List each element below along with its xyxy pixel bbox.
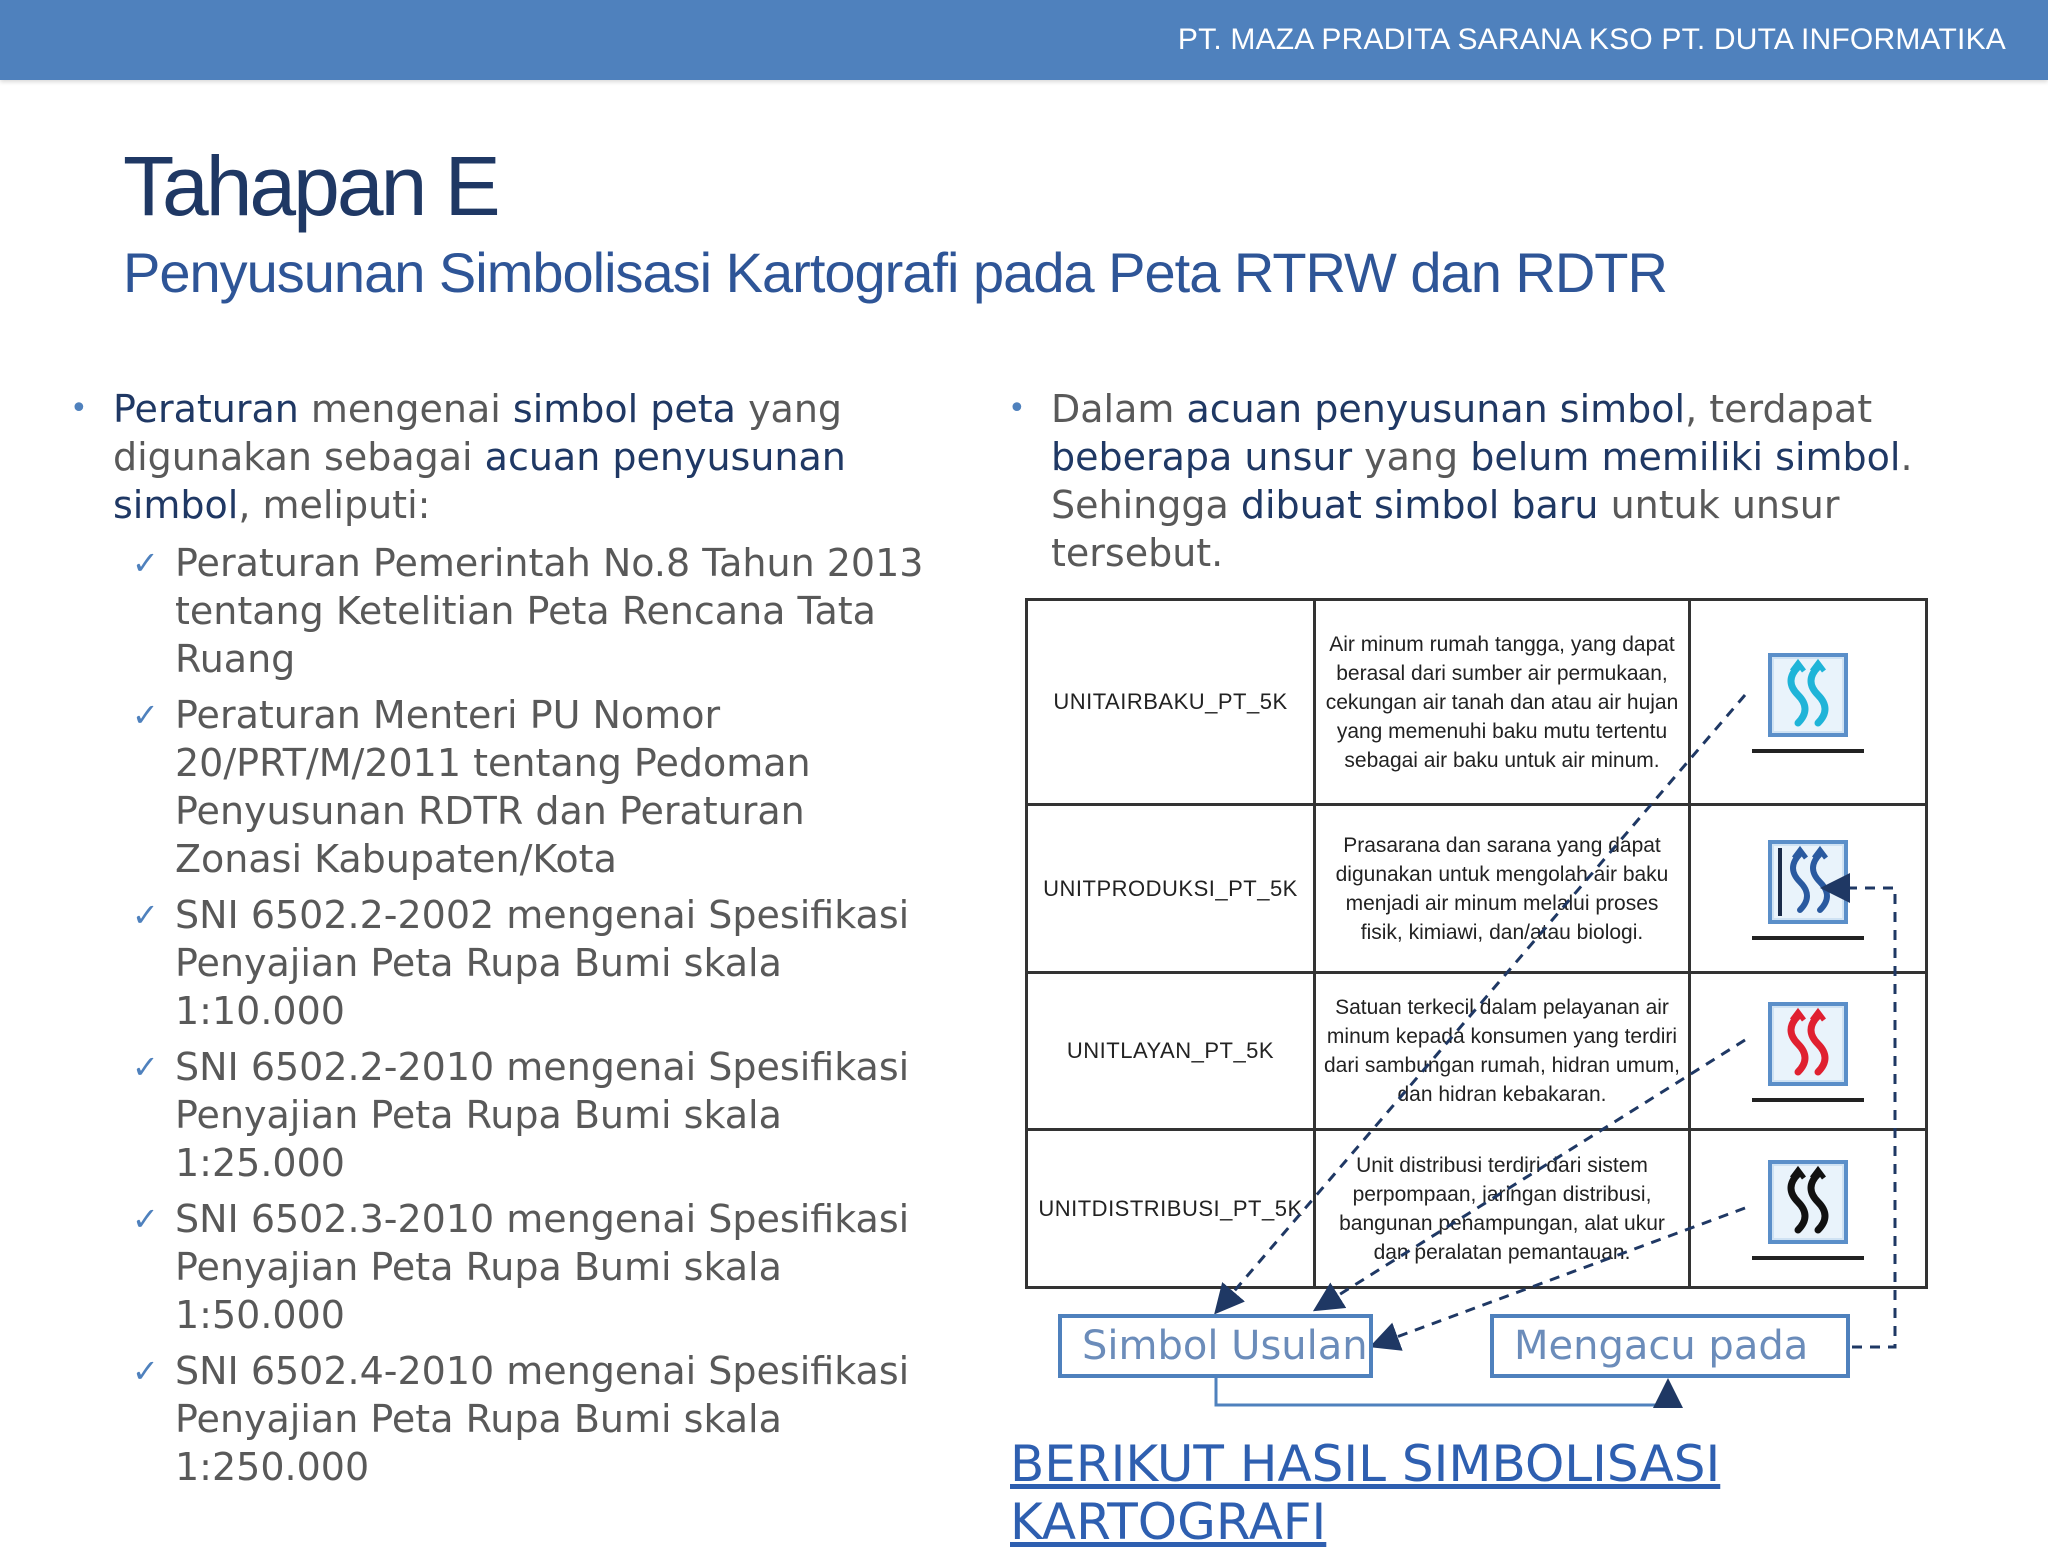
water-production-icon bbox=[1748, 834, 1868, 944]
left-intro-bullet bbox=[70, 385, 930, 529]
intro-keyword: acuan penyusunan simbol bbox=[113, 435, 846, 527]
right-intro-bullet bbox=[1008, 385, 1928, 577]
header-bar bbox=[0, 0, 2048, 80]
regulation-text: SNI 6502.3-2010 mengenai Spesifikasi Penyajian Peta Rupa Bumi skala 1:50.000 bbox=[175, 1197, 910, 1337]
intro-keyword: Peraturan bbox=[113, 387, 299, 431]
regulation-item bbox=[132, 891, 930, 1035]
page-title: Tahapan E bbox=[123, 139, 498, 233]
table-row bbox=[1027, 973, 1927, 1130]
regulation-item bbox=[132, 1347, 930, 1491]
bullet-icon: • bbox=[70, 391, 88, 426]
water-source-icon bbox=[1748, 647, 1868, 757]
symbol-cell bbox=[1690, 600, 1927, 805]
feature-description: Air minum rumah tangga, yang dapat berasal dari sumber air permukaan, cekungan air tanah dan atau air hujan yang memenuhi baku mutu tertentu sebagai air baku untuk air minum. bbox=[1315, 600, 1690, 805]
checkmark-icon: ✓ bbox=[132, 696, 159, 734]
page-subtitle: Penyusunan Simbolisasi Kartografi pada Peta RTRW dan RDTR bbox=[123, 241, 1667, 304]
simbol-usulan-box: Simbol Usulan bbox=[1058, 1314, 1373, 1378]
feature-code: UNITLAYAN_PT_5K bbox=[1027, 973, 1315, 1130]
feature-code: UNITDISTRIBUSI_PT_5K bbox=[1027, 1130, 1315, 1288]
regulation-item bbox=[132, 539, 930, 683]
checkmark-icon: ✓ bbox=[132, 544, 159, 582]
checkmark-icon: ✓ bbox=[132, 1200, 159, 1238]
intro-keyword: dibuat simbol baru bbox=[1240, 483, 1599, 527]
intro-text: Dalam bbox=[1051, 387, 1187, 431]
water-service-icon bbox=[1748, 996, 1868, 1106]
symbol-cell bbox=[1690, 805, 1927, 973]
checkmark-icon: ✓ bbox=[132, 1048, 159, 1086]
regulation-text: Peraturan Menteri PU Nomor 20/PRT/M/2011 tentang Pedoman Penyusunan RDTR dan Peraturan Zonasi Kabupaten/Kota bbox=[175, 693, 811, 881]
feature-code: UNITAIRBAKU_PT_5K bbox=[1027, 600, 1315, 805]
regulation-item bbox=[132, 691, 930, 883]
regulation-list bbox=[132, 539, 930, 1491]
feature-description: Satuan terkecil dalam pelayanan air minum kepada konsumen yang terdiri dari sambungan rumah, hidran umum, dan hidran kebakaran. bbox=[1315, 973, 1690, 1130]
symbol-table bbox=[1025, 598, 1928, 1289]
intro-text: . Sehingga bbox=[1051, 435, 1913, 527]
regulation-text: Peraturan Pemerintah No.8 Tahun 2013 tentang Ketelitian Peta Rencana Tata Ruang bbox=[175, 541, 924, 681]
regulation-item bbox=[132, 1195, 930, 1339]
mengacu-pada-box: Mengacu pada bbox=[1490, 1314, 1850, 1378]
intro-text: yang digunakan sebagai bbox=[113, 387, 843, 479]
table-row bbox=[1027, 1130, 1927, 1288]
symbol-cell bbox=[1690, 1130, 1927, 1288]
bullet-icon: • bbox=[1008, 391, 1026, 426]
intro-keyword: beberapa unsur bbox=[1051, 435, 1353, 479]
regulation-text: SNI 6502.2-2002 mengenai Spesifikasi Penyajian Peta Rupa Bumi skala 1:10.000 bbox=[175, 893, 910, 1033]
checkmark-icon: ✓ bbox=[132, 1352, 159, 1390]
intro-text: yang bbox=[1352, 435, 1471, 479]
intro-text: untuk unsur tersebut. bbox=[1051, 483, 1840, 575]
regulation-item bbox=[132, 1043, 930, 1187]
left-column bbox=[70, 385, 930, 1499]
feature-code: UNITPRODUKSI_PT_5K bbox=[1027, 805, 1315, 973]
intro-keyword: simbol peta bbox=[512, 387, 736, 431]
results-link[interactable]: BERIKUT HASIL SIMBOLISASI KARTOGRAFI bbox=[1010, 1435, 1721, 1551]
regulation-text: SNI 6502.4-2010 mengenai Spesifikasi Penyajian Peta Rupa Bumi skala 1:250.000 bbox=[175, 1349, 910, 1489]
intro-keyword: acuan penyusunan simbol bbox=[1186, 387, 1686, 431]
feature-description: Unit distribusi terdiri dari sistem perpompaan, jaringan distribusi, bangunan penampungan, alat ukur dan peralatan pemantauan. bbox=[1315, 1130, 1690, 1288]
intro-text: mengenai bbox=[298, 387, 513, 431]
intro-text: , meliputi: bbox=[238, 483, 431, 527]
feature-description: Prasarana dan sarana yang dapat digunakan untuk mengolah air baku menjadi air minum melalui proses fisik, kimiawi, dan/atau biologi. bbox=[1315, 805, 1690, 973]
table-row bbox=[1027, 600, 1927, 805]
water-distribution-icon bbox=[1748, 1154, 1868, 1264]
regulation-text: SNI 6502.2-2010 mengenai Spesifikasi Penyajian Peta Rupa Bumi skala 1:25.000 bbox=[175, 1045, 910, 1185]
symbol-cell bbox=[1690, 973, 1927, 1130]
checkmark-icon: ✓ bbox=[132, 896, 159, 934]
table-row bbox=[1027, 805, 1927, 973]
right-column bbox=[1008, 385, 1928, 577]
intro-text: , terdapat bbox=[1685, 387, 1873, 431]
company-name: PT. MAZA PRADITA SARANA KSO PT. DUTA INFORMATIKA bbox=[1177, 23, 2006, 56]
intro-keyword: belum memiliki simbol bbox=[1470, 435, 1901, 479]
